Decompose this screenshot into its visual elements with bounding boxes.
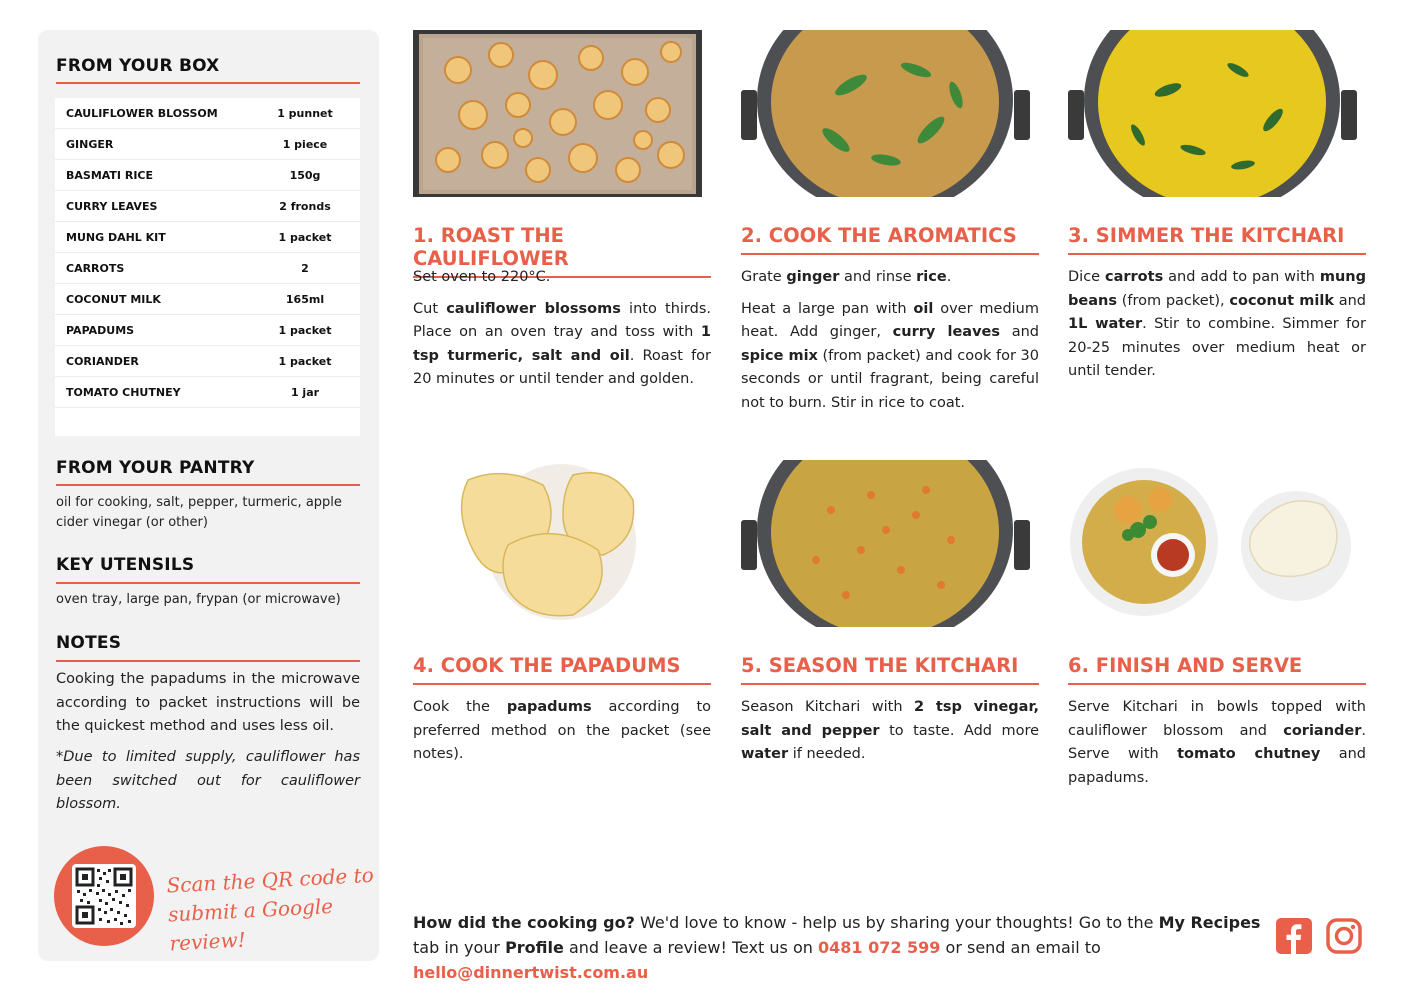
divider xyxy=(56,660,360,662)
rice-aromatics-photo xyxy=(741,30,1030,197)
step-6-title: 6. FINISH AND SERVE xyxy=(1068,654,1366,685)
notes-italic: *Due to limited supply, cauliflower has been switched out for cauliflower blossom. xyxy=(56,749,360,812)
table-row xyxy=(55,315,360,346)
divider xyxy=(56,82,360,84)
phone-link[interactable]: 0481 072 599 xyxy=(817,938,941,957)
table-row xyxy=(55,160,360,191)
notes-title: NOTES xyxy=(56,633,122,653)
ingredient-name: BASMATI RICE xyxy=(66,168,154,182)
step-2-text: Grate ginger and rinse rice. xyxy=(741,269,952,285)
papadums-photo xyxy=(413,460,702,627)
table-row xyxy=(55,191,360,222)
ingredient-name: CURRY LEAVES xyxy=(66,199,158,213)
ingredient-qty: 1 packet xyxy=(278,323,332,337)
simmering-kitchari-photo xyxy=(1068,30,1357,197)
step-1-title: 1. ROAST THE CAULIFLOWER xyxy=(413,224,711,278)
qr-caption-line2: submit a Google review! xyxy=(167,893,334,956)
ingredient-name: PAPADUMS xyxy=(66,323,135,337)
step-1-text: Cut cauliflower blossoms into thirds. Place on an oven tray and toss with 1 tsp turmeric, salt and oil. Roast for 20 minutes or until tender and golden. xyxy=(413,300,712,387)
ingredient-qty: 1 jar xyxy=(290,385,320,399)
notes-text: Cooking the papadums in the microwave according to packet instructions will be the quickest method and uses less oil. xyxy=(56,671,360,734)
step-6-body xyxy=(1068,696,1366,798)
table-row xyxy=(55,253,360,284)
ingredient-name: CARROTS xyxy=(66,261,125,275)
ingredient-name: GINGER xyxy=(66,137,114,151)
facebook-icon[interactable] xyxy=(1276,918,1312,954)
ingredient-qty: 2 fronds xyxy=(279,199,331,213)
step-1-text: Set oven to 220°C. xyxy=(413,269,551,285)
utensils-text: oven tray, large pan, frypan (or microwave) xyxy=(56,592,341,607)
pantry-text: oil for cooking, salt, pepper, turmeric, apple cider vinegar (or other) xyxy=(56,495,342,530)
ingredient-qty: 1 piece xyxy=(282,137,328,151)
footer-text: and leave a review! Text us on xyxy=(563,938,818,957)
step-4-body xyxy=(413,696,711,775)
box-title: FROM YOUR BOX xyxy=(56,56,220,76)
table-row xyxy=(55,346,360,377)
step-5-text: Season Kitchari with 2 tsp vinegar, salt and pepper to taste. Add more water if needed. xyxy=(741,699,1040,762)
ingredient-qty: 2 xyxy=(301,261,309,275)
footer-text: tab in your xyxy=(413,938,506,957)
qr-caption-line1: Scan the QR code to xyxy=(165,862,375,898)
step-2-body xyxy=(741,266,1039,423)
table-row xyxy=(55,129,360,160)
qr-code[interactable] xyxy=(72,864,136,928)
roasted-cauliflower-photo xyxy=(413,30,702,197)
step-1-body xyxy=(413,266,711,400)
step-6-text: Serve Kitchari in bowls topped with cauliflower blossom and coriander. Serve with tomato chutney and papadums. xyxy=(1068,699,1366,786)
ingredient-qty: 1 packet xyxy=(278,230,332,244)
step-3-text: Dice carrots and add to pan with mung beans (from packet), coconut milk and 1L water. Stir to combine. Simmer for 20-25 minutes over medium heat or until tender. xyxy=(1068,269,1367,379)
divider xyxy=(56,484,360,486)
table-row xyxy=(55,377,360,408)
utensils-title: KEY UTENSILS xyxy=(56,555,195,575)
ingredient-qty: 165ml xyxy=(285,292,325,306)
ingredients-table xyxy=(55,98,360,436)
step-2-text: Heat a large pan with oil over medium heat. Add ginger, curry leaves and spice mix (from packet) and cook for 30 seconds or until fragrant, being careful not to burn. Stir in rice to coat. xyxy=(741,300,1040,411)
ingredient-name: CORIANDER xyxy=(66,354,139,368)
pantry-title: FROM YOUR PANTRY xyxy=(56,458,255,478)
step-4-text: Cook the papadums according to preferred method on the packet (see notes). xyxy=(413,699,711,762)
footer-feedback xyxy=(413,910,1263,985)
ingredient-name: CAULIFLOWER BLOSSOM xyxy=(66,106,218,120)
footer-question: How did the cooking go? xyxy=(413,913,635,932)
my-recipes-link[interactable]: My Recipes xyxy=(1158,913,1261,932)
step-2-title: 2. COOK THE AROMATICS xyxy=(741,224,1039,255)
ingredient-qty: 150g xyxy=(289,168,321,182)
qr-badge[interactable] xyxy=(54,846,154,946)
step-3-title: 3. SIMMER THE KITCHARI xyxy=(1068,224,1366,255)
qr-code-icon xyxy=(72,864,136,928)
ingredient-name: TOMATO CHUTNEY xyxy=(66,385,181,399)
ingredient-name: MUNG DAHL KIT xyxy=(66,230,166,244)
email-link[interactable]: hello@dinnertwist.com.au xyxy=(413,963,649,982)
profile-link[interactable]: Profile xyxy=(505,938,564,957)
seasoned-kitchari-photo xyxy=(741,460,1030,627)
ingredient-name: COCONUT MILK xyxy=(66,292,161,306)
ingredient-qty: 1 packet xyxy=(278,354,332,368)
step-5-title: 5. SEASON THE KITCHARI xyxy=(741,654,1039,685)
served-kitchari-photo xyxy=(1068,460,1357,627)
step-4-title: 4. COOK THE PAPADUMS xyxy=(413,654,711,685)
sidebar xyxy=(38,30,379,961)
footer-text: We'd love to know - help us by sharing your thoughts! Go to the xyxy=(634,913,1159,932)
step-3-body xyxy=(1068,266,1366,392)
table-row xyxy=(55,222,360,253)
qr-caption xyxy=(166,861,381,959)
ingredient-qty: 1 punnet xyxy=(277,106,333,120)
instagram-icon[interactable] xyxy=(1326,918,1362,954)
table-row xyxy=(55,98,360,129)
divider xyxy=(56,582,360,584)
footer-text: or send an email to xyxy=(940,938,1101,957)
step-5-body xyxy=(741,696,1039,775)
table-row xyxy=(55,284,360,315)
